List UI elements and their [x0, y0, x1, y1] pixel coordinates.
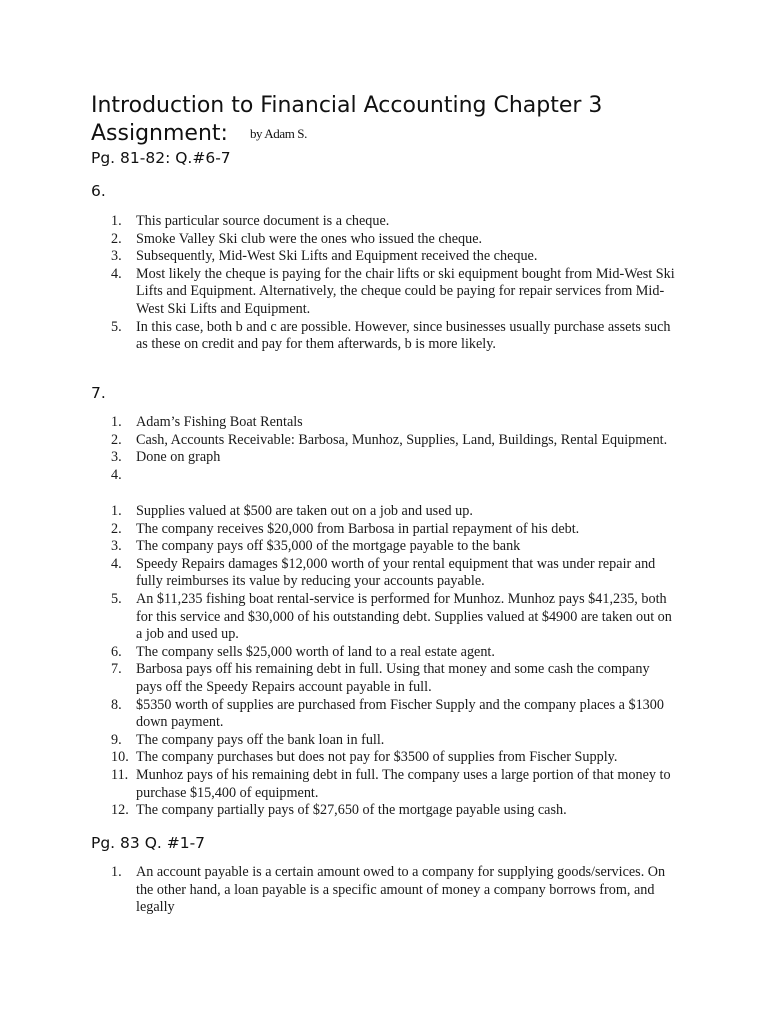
section-heading-pages-81-82: Pg. 81-82: Q.#6-7: [91, 149, 231, 167]
author-byline: by Adam S.: [249, 126, 307, 141]
list-item: [111, 556, 676, 591]
section-heading-page-83: Pg. 83 Q. #1-7: [91, 834, 206, 852]
list-item-number: 5.: [111, 318, 122, 335]
list-item: [111, 449, 676, 467]
list-item-number: 4.: [111, 466, 122, 483]
document-title: Introduction to Financial Accounting Chapter 3: [91, 93, 603, 118]
list-item-number: 3.: [111, 538, 122, 555]
list-item-text: Barbosa pays off his remaining debt in full. Using that money and some cash the company pays off the Speedy Repairs account payable in full.: [136, 661, 650, 695]
list-item-text: Done on graph: [136, 449, 221, 466]
list-item-number: 4.: [111, 555, 122, 572]
list-item-number: 1.: [111, 213, 122, 229]
list-item-text: [136, 467, 676, 485]
list-item-text: Cash, Accounts Receivable: Barbosa, Munhoz, Supplies, Land, Buildings, Rental Equipment.: [136, 431, 668, 448]
list-item-number: 8.: [111, 696, 122, 713]
list-item-text: Speedy Repairs damages $12,000 worth of your rental equipment that was under repair and fully reimburses its value by reducing your accounts payable.: [136, 555, 656, 590]
list-item: [111, 644, 676, 662]
list-item: [111, 231, 676, 249]
page-83-answers: [111, 864, 676, 917]
list-item-text: In this case, both b and c are possible. However, since businesses usually purchase assets such as these on credit and pay for them afterwards, b is more likely.: [136, 318, 671, 353]
list-item-text: An $11,235 fishing boat rental-service is performed for Munhoz. Munhoz pays $41,235, both for this service and $30,000 of his outstanding debt. Supplies valued at $4900 are taken out on a job and used up.: [136, 590, 672, 643]
list-item-number: 11.: [111, 766, 129, 783]
list-item: [111, 414, 676, 432]
list-item-text: $5350 worth of supplies are purchased from Fischer Supply and the company places a $1300 down payment.: [136, 696, 664, 731]
list-item-text: The company sells $25,000 worth of land to a real estate agent.: [136, 643, 495, 660]
list-item-number: 1.: [111, 414, 122, 430]
list-item: [111, 467, 676, 485]
list-item: [111, 538, 676, 556]
list-item: [111, 432, 676, 450]
list-item-number: 4.: [111, 265, 122, 282]
question-7-heading: 7.: [91, 384, 106, 402]
list-item-text: Supplies valued at $500 are taken out on a job and used up.: [136, 503, 473, 519]
list-item-text: Adam’s Fishing Boat Rentals: [136, 414, 303, 430]
list-item-number: 3.: [111, 248, 122, 265]
list-item: [111, 732, 676, 750]
list-item-text: Munhoz pays of his remaining debt in full. The company uses a large portion of that money to purchase $15,400 of equipment.: [136, 766, 671, 801]
question-6-heading: 6.: [91, 182, 106, 200]
list-item-text: Subsequently, Mid-West Ski Lifts and Equipment received the cheque.: [136, 248, 538, 265]
list-item-number: 10.: [111, 749, 129, 766]
list-item: [111, 319, 676, 354]
list-item: [111, 767, 676, 802]
list-item: [111, 802, 676, 820]
transactions-list: [111, 503, 676, 820]
list-item-number: 1.: [111, 864, 122, 880]
list-item-text: Smoke Valley Ski club were the ones who issued the cheque.: [136, 230, 483, 247]
list-item: [111, 749, 676, 767]
document-title-assignment: Assignment:: [91, 121, 228, 146]
list-item: [111, 266, 676, 319]
list-item-text: This particular source document is a cheque.: [136, 213, 390, 229]
list-item-number: 5.: [111, 590, 122, 607]
list-item: [111, 503, 676, 521]
list-item: [111, 864, 676, 917]
list-item-number: 1.: [111, 503, 122, 519]
list-item-text: An account payable is a certain amount owed to a company for supplying goods/services. On the other hand, a loan payable is a specific amount of money a company borrows from, and legally: [136, 864, 666, 916]
list-item-text: The company partially pays of $27,650 of the mortgage payable using cash.: [136, 802, 567, 819]
list-item-number: 6.: [111, 643, 122, 660]
list-item-text: The company purchases but does not pay for $3500 of supplies from Fischer Supply.: [136, 749, 618, 766]
list-item: [111, 521, 676, 539]
list-item-number: 12.: [111, 802, 129, 819]
list-item-number: 7.: [111, 661, 122, 678]
list-item-number: 2.: [111, 520, 122, 537]
list-item-text: Most likely the cheque is paying for the chair lifts or ski equipment bought from Mid-West Ski Lifts and Equipment. Alternatively, the cheque could be paying for repair services from Mid-West Ski Lifts and Equipment.: [136, 265, 675, 317]
list-item-text: The company pays off $35,000 of the mortgage payable to the bank: [136, 538, 521, 555]
list-item-number: 2.: [111, 230, 122, 247]
list-item-text: The company pays off the bank loan in full.: [136, 731, 385, 748]
list-item-number: 3.: [111, 449, 122, 466]
list-item: [111, 661, 676, 696]
list-item: [111, 213, 676, 231]
question-7-answers: [111, 414, 676, 484]
list-item: [111, 697, 676, 732]
list-item: [111, 591, 676, 644]
list-item-number: 9.: [111, 731, 122, 748]
list-item-text: The company receives $20,000 from Barbosa in partial repayment of his debt.: [136, 520, 580, 537]
list-item-number: 2.: [111, 431, 122, 448]
document-title-continued: [91, 120, 307, 148]
list-item: [111, 248, 676, 266]
question-6-answers: [111, 213, 676, 354]
